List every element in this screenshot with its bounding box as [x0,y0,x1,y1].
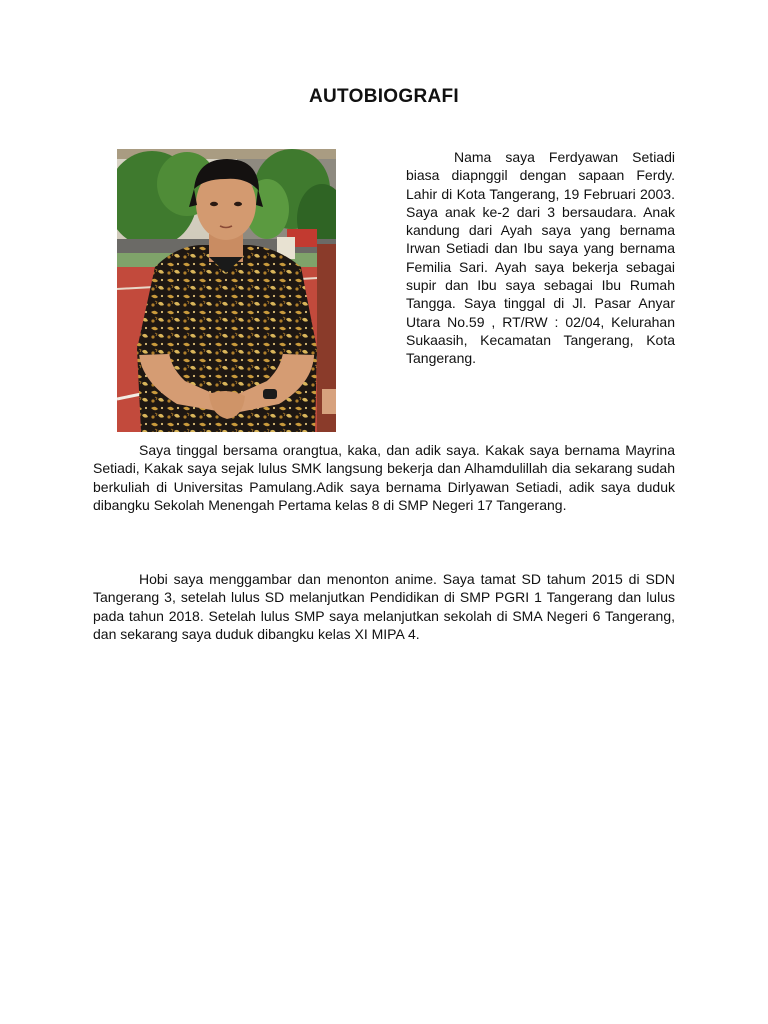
family-paragraph: Saya tinggal bersama orangtua, kaka, dan adik saya. Kakak saya bernama Mayrina Setiadi, Kakak saya sejak lulus SMK langsung bekerja dan Alhamdulillah dia sekarang sudah berkuliah di Universitas Pamulang.Adik saya bernama Dirlyawan Setiadi, adik saya duduk dibangku Sekolah Menengah Pertama kelas 8 di SMP Negeri 17 Tangerang. [93,442,675,513]
intro-paragraph: Nama saya Ferdyawan Setiadi biasa diapnggil dengan sapaan Ferdy. Lahir di Kota Tangerang, 19 Februari 2003. Saya anak ke-2 dari 3 bersaudara. Anak kandung dari Ayah saya yang bernama Irwan Setiadi dan Ibu saya yang bernama Femilia Sari. Ayah saya bekerja sebagai supir dan Ibu saya sebagai Ibu Rumah Tangga. Saya tinggal di Jl. Pasar Anyar Utara No.59 , RT/RW : 02/04, Kelurahan Sukaasih, Kecamatan Tangerang, Kota Tangerang. [406,149,675,367]
hobby-education-paragraph: Hobi saya menggambar dan menonton anime. Saya tamat SD tahum 2015 di SDN Tangerang 3, setelah lulus SD melanjutkan Pendidikan di SMP PGRI 1 Tangerang dan lulus pada tahun 2018. Setelah lulus SMP saya melanjutkan sekolah di SMA Negeri 6 Tangerang, dan sekarang saya duduk dibangku kelas XI MIPA 4. [93,571,675,642]
document-title: AUTOBIOGRAFI [309,86,459,107]
portrait-photo [117,149,336,432]
